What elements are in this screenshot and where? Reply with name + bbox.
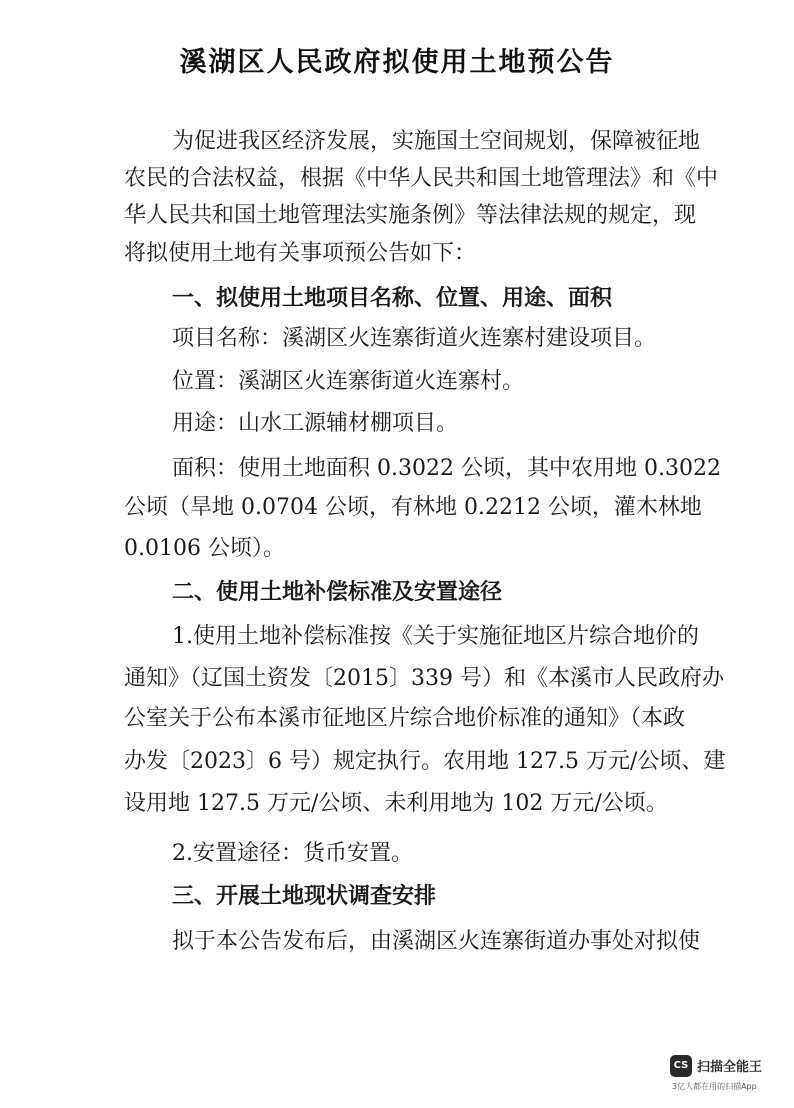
scanner-slogan: 3亿人都在用的扫描App — [672, 1082, 757, 1091]
scanner-logo-icon: CS — [670, 1055, 692, 1077]
compensation-line-4: 办发〔2023〕6 号）规定执行。农用地 127.5 万元/公顷、建 — [124, 749, 726, 774]
paragraph-intro-line-4: 将拟使用土地有关事项预公告如下： — [124, 241, 477, 266]
scanner-watermark — [670, 1052, 780, 1096]
compensation-line-3: 公室关于公布本溪市征地区片综合地价标准的通知》（本政 — [124, 706, 686, 731]
usage-line: 用途：山水工源辅材棚项目。 — [172, 411, 459, 436]
compensation-line-1: 1.使用土地补偿标准按《关于实施征地区片综合地价的 — [172, 624, 699, 649]
compensation-line-2: 通知》（辽国土资发〔2015〕339 号）和《本溪市人民政府办 — [124, 666, 724, 691]
document-title: 溪湖区人民政府拟使用土地预公告 — [179, 47, 615, 78]
location-line: 位置：溪湖区火连寨街道火连寨村。 — [172, 369, 525, 394]
paragraph-intro-line-2: 农民的合法权益，根据《中华人民共和国土地管理法》和《中 — [124, 166, 719, 191]
section-heading-1: 一、拟使用土地项目名称、位置、用途、面积 — [172, 285, 613, 311]
project-name-line: 项目名称：溪湖区火连寨街道火连寨村建设项目。 — [172, 326, 657, 351]
section-heading-2: 二、使用土地补偿标准及安置途径 — [172, 579, 503, 605]
paragraph-intro-line-3: 华人民共和国土地管理法实施条例》等法律法规的规定，现 — [124, 203, 697, 228]
area-line-1: 面积：使用土地面积 0.3022 公顷，其中农用地 0.3022 — [172, 456, 721, 481]
resettlement-line: 2.安置途径：货币安置。 — [172, 841, 413, 866]
paragraph-intro-line-1: 为促进我区经济发展，实施国土空间规划，保障被征地 — [172, 129, 701, 154]
scanner-app-name: 扫描全能王 — [697, 1060, 763, 1075]
compensation-line-5: 设用地 127.5 万元/公顷、未利用地为 102 万元/公顷。 — [124, 791, 668, 816]
section-heading-3: 三、开展土地现状调查安排 — [172, 883, 437, 909]
survey-line-1: 拟于本公告发布后，由溪湖区火连寨街道办事处对拟使 — [172, 929, 701, 954]
area-line-2: 公顷（旱地 0.0704 公顷，有林地 0.2212 公顷，灌木林地 — [124, 495, 702, 520]
area-line-3: 0.0106 公顷）。 — [124, 536, 285, 561]
